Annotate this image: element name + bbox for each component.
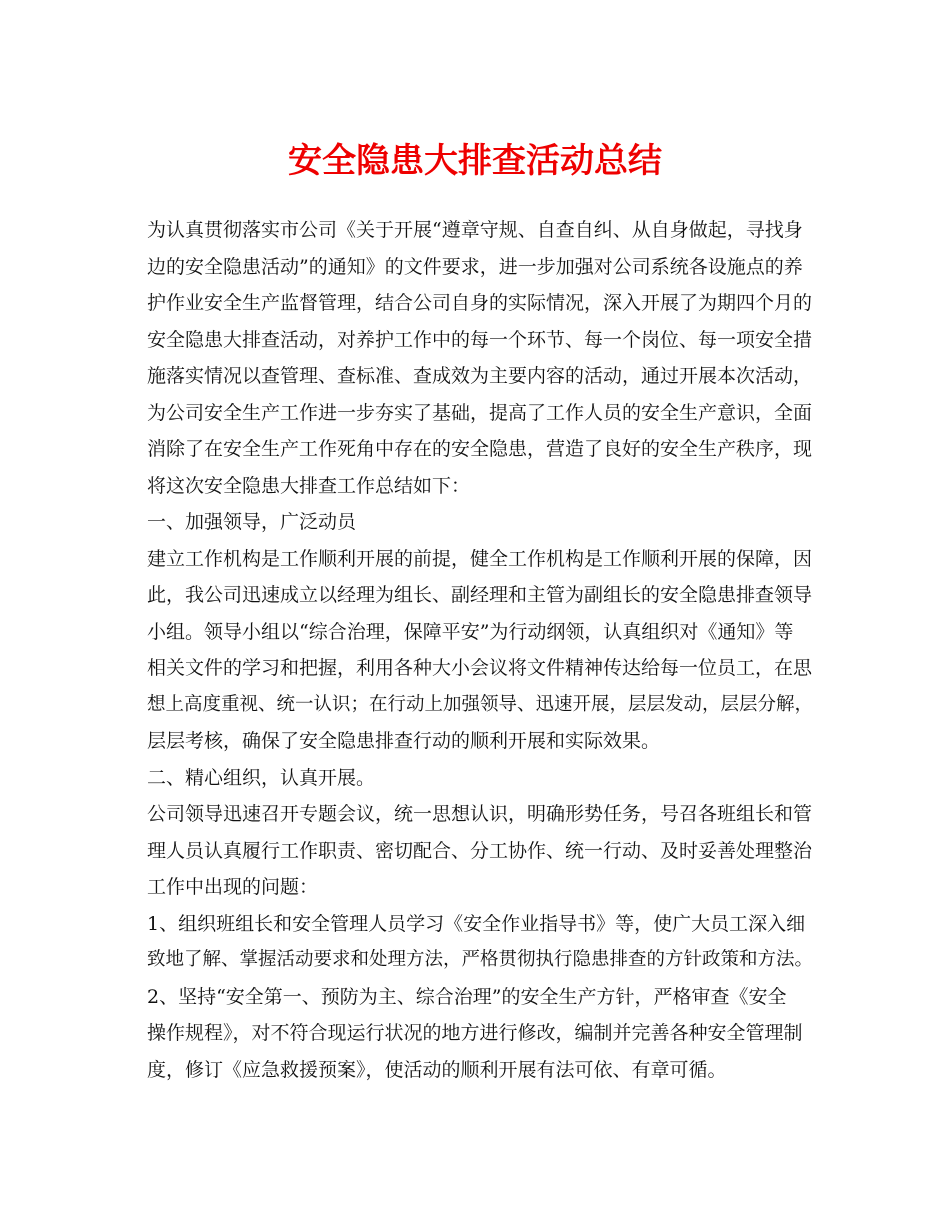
- document-title: 安全隐患大排查活动总结: [288, 141, 662, 181]
- text-line: 为认真贯彻落实市公司《关于开展“遵章守规、自查自纠、从自身做起，寻找身: [147, 219, 803, 241]
- text-line: 施落实情况以查管理、查标准、查成效为主要内容的活动，通过开展本次活动，: [147, 365, 813, 387]
- text-line: 建立工作机构是工作顺利开展的前提，健全工作机构是工作顺利开展的保障，因: [147, 547, 813, 570]
- section-heading: 一、加强领导，广泛动员: [147, 511, 357, 533]
- text-line: 此，我公司迅速成立以经理为组长、副经理和主管为副组长的安全隐患排查领导: [147, 584, 813, 606]
- list-item-line: 致地了解、掌握活动要求和处理方法，严格贯彻执行隐患排查的方针政策和方法。: [147, 949, 814, 970]
- text-line: 消除了在安全生产工作死角中存在的安全隐患，营造了良好的安全生产秩序，现: [147, 438, 813, 460]
- text-line: 边的安全隐患活动”的通知》的文件要求，进一步加强对公司系统各设施点的养: [147, 255, 803, 278]
- text-line: 想上高度重视、统一认识；在行动上加强领导、迅速开展，层层发动，层层分解，: [147, 693, 814, 715]
- text-line: 安全隐患大排查活动，对养护工作中的每一个环节、每一个岗位、每一项安全措: [147, 328, 813, 351]
- list-item-line: 操作规程》，对不符合现运行状况的地方进行修改，编制并完善各种安全管理制: [147, 1022, 803, 1044]
- text-line: 为公司安全生产工作进一步夯实了基础，提高了工作人员的安全生产意识，全面: [147, 401, 813, 424]
- text-line: 将这次安全隐患大排查工作总结如下：: [147, 474, 471, 497]
- list-item-line: 2、坚持“安全第一、预防为主、综合治理”的安全生产方针，严格审查《安全: [147, 985, 787, 1008]
- text-line: 层层考核，确保了安全隐患排查行动的顺利开展和实际效果。: [147, 730, 661, 752]
- document-body: [147, 212, 817, 1088]
- section-heading: 二、精心组织，认真开展。: [147, 766, 376, 789]
- text-line: 理人员认真履行工作职责、密切配合、分工协作、统一行动、及时妥善处理整治: [147, 839, 813, 862]
- text-line: 护作业安全生产监督管理，结合公司自身的实际情况，深入开展了为期四个月的: [147, 292, 813, 314]
- text-line: 小组。领导小组以“综合治理，保障平安”为行动纲领，认真组织对《通知》等: [147, 620, 794, 643]
- text-line: 相关文件的学习和把握，利用各种大小会议将文件精神传达给每一位员工，在思: [147, 657, 813, 679]
- list-item-line: 1、组织班组长和安全管理人员学习《安全作业指导书》等，使广大员工深入细: [147, 912, 806, 935]
- list-item-line: 度，修订《应急救援预案》，使活动的顺利开展有法可依、有章可循。: [147, 1058, 727, 1081]
- text-line: 公司领导迅速召开专题会议，统一思想认识，明确形势任务，号召各班组长和管: [147, 803, 813, 825]
- text-line: 工作中出现的问题：: [147, 876, 319, 898]
